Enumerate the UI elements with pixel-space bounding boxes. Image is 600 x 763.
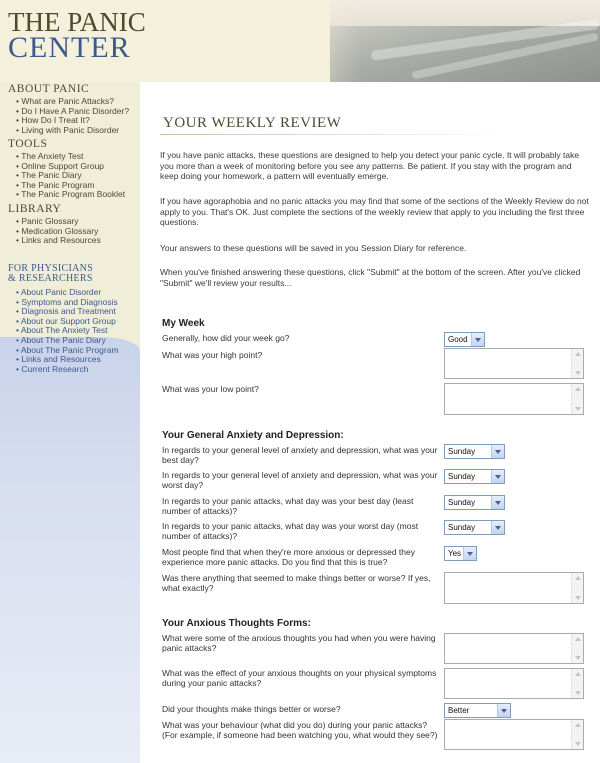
sidebar-heading-library: LIBRARY <box>8 203 62 215</box>
intro-paragraph-2: If you have agoraphobia and no panic attacks you may find that some of the sections of the Weekly Review do not apply to you. That's OK. Just complete the sections of the weekly review that apply to you including the first three questions. <box>160 196 589 227</box>
sidebar-item-what-are-panic-attacks[interactable]: • What are Panic Attacks? <box>16 97 129 107</box>
sidebar-item-support-group[interactable]: • Online Support Group <box>16 162 125 172</box>
sidebar-item-medication-glossary[interactable]: • Medication Glossary <box>16 227 101 237</box>
sidebar-item-links-resources[interactable]: • Links and Resources <box>16 236 101 246</box>
question-worst-day-anxiety: In regards to your general level of anxiety and depression, what was your worst day? <box>162 470 438 490</box>
intro-paragraph-1: If you have panic attacks, these questions are designed to help you detect your panic cycle. It will probably take you more than a week of monitoring before you see any patterns. Be patient. If you stay with the program and keep doing your homework, a pattern will eventually emerge. <box>160 150 580 181</box>
scrollbar[interactable] <box>571 720 583 749</box>
chevron-down-icon[interactable] <box>491 445 504 458</box>
question-more-anxious-more-attacks: Most people find that when they're more anxious or depressed they experience more panic attacks. Do you find that this is true? <box>162 547 415 567</box>
question-better-or-worse-factors: Was there anything that seemed to make things better or worse? If yes, what exactly? <box>162 573 431 593</box>
question-low-point: What was your low point? <box>162 384 259 394</box>
sidebar-item-program-booklet[interactable]: • The Panic Program Booklet <box>16 190 125 200</box>
sidebar-item-about-panic-program[interactable]: • About The Panic Program <box>16 346 119 356</box>
sidebar-physicians-list <box>16 288 119 374</box>
thoughts-effect-textarea[interactable] <box>444 668 584 699</box>
best-day-anxiety-value: Sunday <box>448 447 476 456</box>
question-anxious-thoughts: What were some of the anxious thoughts you had when you were having panic attacks? <box>162 633 436 653</box>
title-divider <box>160 134 510 135</box>
sidebar-about-list <box>16 97 129 135</box>
sidebar-item-living-with-panic[interactable]: • Living with Panic Disorder <box>16 126 129 136</box>
section-heading-my-week: My Week <box>162 318 205 329</box>
page-title: YOUR WEEKLY REVIEW <box>163 115 342 131</box>
best-day-panic-value: Sunday <box>448 498 476 507</box>
sidebar-item-about-anxiety-test[interactable]: • About The Anxiety Test <box>16 326 119 336</box>
low-point-textarea[interactable] <box>444 383 584 415</box>
sidebar-item-about-panic-diary[interactable]: • About The Panic Diary <box>16 336 119 346</box>
best-day-anxiety-select[interactable] <box>444 444 505 459</box>
chevron-down-icon[interactable] <box>491 521 504 534</box>
worst-day-panic-value: Sunday <box>448 523 476 532</box>
question-high-point: What was your high point? <box>162 350 263 360</box>
week-rating-select[interactable] <box>444 332 485 347</box>
high-point-textarea[interactable] <box>444 348 584 379</box>
site-header <box>0 0 600 82</box>
sidebar-item-physician-links[interactable]: • Links and Resources <box>16 355 119 365</box>
sidebar-tools-list <box>16 152 125 200</box>
week-rating-value: Good <box>448 335 468 344</box>
sidebar-item-symptoms-diagnosis[interactable]: • Symptoms and Diagnosis <box>16 298 119 308</box>
worst-day-panic-select[interactable] <box>444 520 505 535</box>
header-beach-image <box>330 0 600 82</box>
behaviour-textarea[interactable] <box>444 719 584 750</box>
question-best-day-panic: In regards to your panic attacks, what day was your best day (least number of attacks)? <box>162 496 414 516</box>
sidebar-item-panic-diary[interactable]: • The Panic Diary <box>16 171 125 181</box>
chevron-down-icon[interactable] <box>491 496 504 509</box>
section-heading-anxious-thoughts: Your Anxious Thoughts Forms: <box>162 618 311 629</box>
sidebar-item-current-research[interactable]: • Current Research <box>16 365 119 375</box>
logo-line1[interactable]: THE PANIC <box>8 7 146 37</box>
thoughts-better-worse-select[interactable] <box>444 703 511 718</box>
best-day-panic-select[interactable] <box>444 495 505 510</box>
scrollbar[interactable] <box>571 634 583 663</box>
chevron-down-icon[interactable] <box>497 704 510 717</box>
sidebar-heading-physicians <box>8 264 93 284</box>
worst-day-anxiety-value: Sunday <box>448 472 476 481</box>
logo-line2[interactable]: CENTER <box>8 31 131 64</box>
sidebar-item-diagnosis-treatment[interactable]: • Diagnosis and Treatment <box>16 307 119 317</box>
sidebar-item-anxiety-test[interactable]: • The Anxiety Test <box>16 152 125 162</box>
better-worse-factors-textarea[interactable] <box>444 572 584 604</box>
intro-paragraph-4: When you've finished answering these questions, click "Submit" at the bottom of the screen. After you've clicked "Submit" we'll review your results... <box>160 267 581 288</box>
question-thoughts-effect: What was the effect of your anxious thoughts on your physical symptoms during your panic attacks? <box>162 668 437 688</box>
scrollbar[interactable] <box>571 384 583 414</box>
question-thoughts-better-worse: Did your thoughts make things better or worse? <box>162 704 341 714</box>
sidebar-item-about-support-group[interactable]: • About our Support Group <box>16 317 119 327</box>
sidebar-library-list <box>16 217 101 246</box>
worst-day-anxiety-select[interactable] <box>444 469 505 484</box>
chevron-down-icon[interactable] <box>471 333 484 346</box>
sidebar-physicians-panel <box>0 337 140 763</box>
section-heading-anxiety: Your General Anxiety and Depression: <box>162 430 344 441</box>
chevron-down-icon[interactable] <box>491 470 504 483</box>
thoughts-better-worse-value: Better <box>448 706 470 715</box>
sidebar-item-panic-program[interactable]: • The Panic Program <box>16 181 125 191</box>
anxious-attacks-value: Yes <box>448 549 462 558</box>
sidebar-item-do-i-have-panic-disorder[interactable]: • Do I Have A Panic Disorder? <box>16 107 129 117</box>
question-week-overall: Generally, how did your week go? <box>162 333 290 343</box>
question-worst-day-panic: In regards to your panic attacks, what day was your worst day (most number of attacks)? <box>162 521 419 541</box>
chevron-down-icon[interactable] <box>463 547 476 560</box>
question-behaviour: What was your behaviour (what did you do) during your panic attacks? (For example, if someone had been watching you, what would they see?) <box>162 720 438 740</box>
sidebar-heading-about: ABOUT PANIC <box>8 83 90 95</box>
main-content <box>140 82 600 763</box>
sidebar-item-panic-glossary[interactable]: • Panic Glossary <box>16 217 101 227</box>
anxious-attacks-yes-no-select[interactable] <box>444 546 477 561</box>
scrollbar[interactable] <box>571 573 583 603</box>
intro-paragraph-3: Your answers to these questions will be saved in you Session Diary for reference. <box>160 243 467 253</box>
sidebar-item-about-panic-disorder[interactable]: • About Panic Disorder <box>16 288 119 298</box>
physicians-heading-line2: & RESEARCHERS <box>8 273 93 284</box>
scrollbar[interactable] <box>571 669 583 698</box>
question-best-day-anxiety: In regards to your general level of anxiety and depression, what was your best day? <box>162 445 438 465</box>
physicians-heading-line1: FOR PHYSICIANS <box>8 263 94 274</box>
scrollbar[interactable] <box>571 349 583 378</box>
anxious-thoughts-textarea[interactable] <box>444 633 584 664</box>
sidebar <box>0 82 140 763</box>
sidebar-heading-tools: TOOLS <box>8 138 48 150</box>
sidebar-item-how-do-i-treat-it[interactable]: • How Do I Treat It? <box>16 116 129 126</box>
